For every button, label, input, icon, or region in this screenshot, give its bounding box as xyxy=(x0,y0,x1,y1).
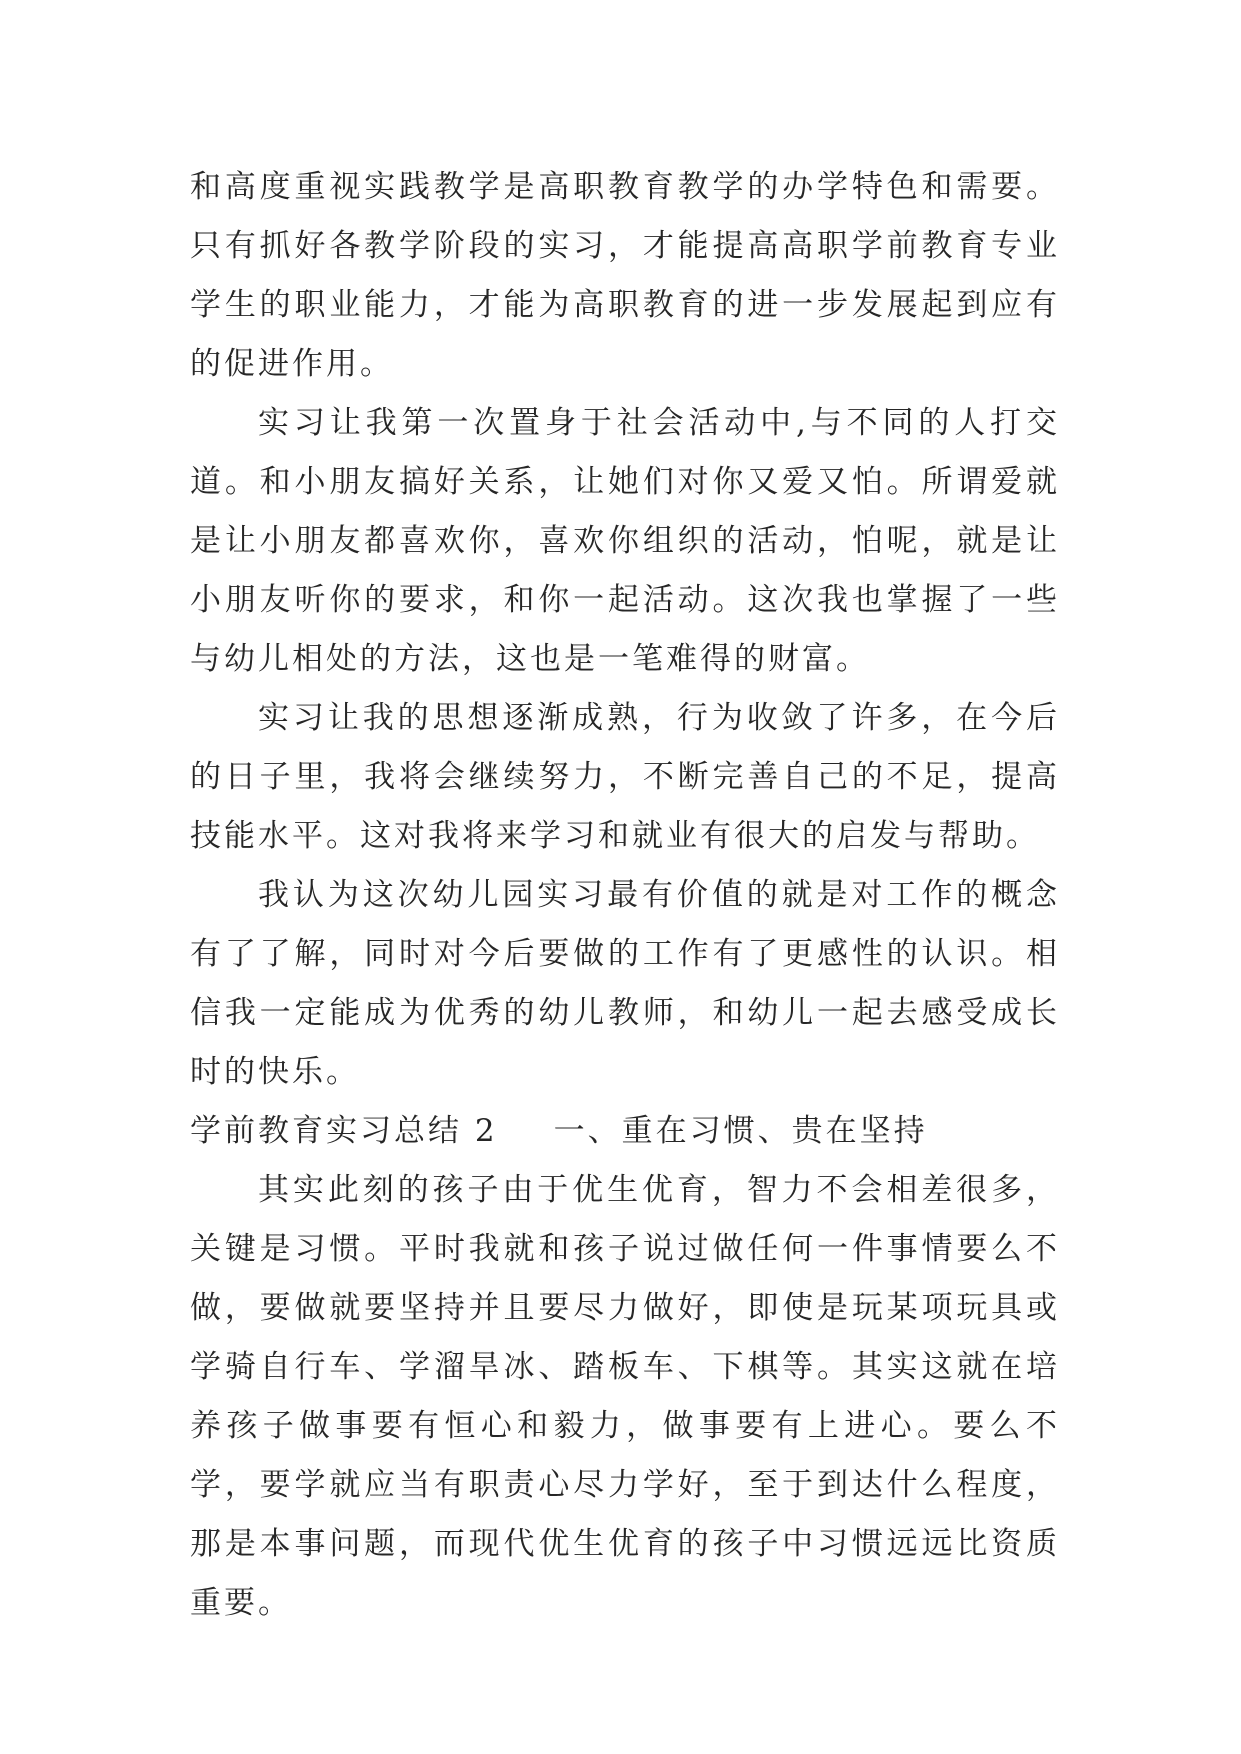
paragraph-social-experience: 实习让我第一次置身于社会活动中,与不同的人打交道。和小朋友搞好关系，让她们对你又爱又怕。所谓爱就是让小朋友都喜欢你，喜欢你组织的活动，怕呢，就是让小朋友听你的要求，和你一起活动。这次我也掌握了一些与幼儿相处的方法，这也是一笔难得的财富。 xyxy=(190,405,1060,677)
section-subtitle: 一、重在习惯、贵在坚持 xyxy=(553,1113,928,1149)
paragraph-internship-value: 我认为这次幼儿园实习最有价值的就是对工作的概念有了了解，同时对今后要做的工作有了更感性的认识。相信我一定能成为优秀的幼儿教师，和幼儿一起去感受成长时的快乐。 xyxy=(190,877,1060,1090)
document-body xyxy=(190,158,1060,1633)
paragraph-continuation: 和高度重视实践教学是高职教育教学的办学特色和需要。只有抓好各教学阶段的实习，才能提高高职学前教育专业学生的职业能力，才能为高职教育的进一步发展起到应有的促进作用。 xyxy=(190,169,1060,382)
paragraph-personal-growth: 实习让我的思想逐渐成熟，行为收敛了许多，在今后的日子里，我将会继续努力，不断完善自己的不足，提高技能水平。这对我将来学习和就业有很大的启发与帮助。 xyxy=(190,700,1060,854)
section-heading xyxy=(190,1102,1060,1161)
paragraph-habits: 其实此刻的孩子由于优生优育，智力不会相差很多，关键是习惯。平时我就和孩子说过做任何一件事情要么不做，要做就要坚持并且要尽力做好，即使是玩某项玩具或学骑自行车、学溜旱冰、踏板车、下棋等。其实这就在培养孩子做事要有恒心和毅力，做事要有上进心。要么不学，要学就应当有职责心尽力学好，至于到达什么程度，那是本事问题，而现代优生优育的孩子中习惯远远比资质重要。 xyxy=(190,1172,1060,1621)
section-title: 学前教育实习总结 2 xyxy=(190,1113,498,1149)
